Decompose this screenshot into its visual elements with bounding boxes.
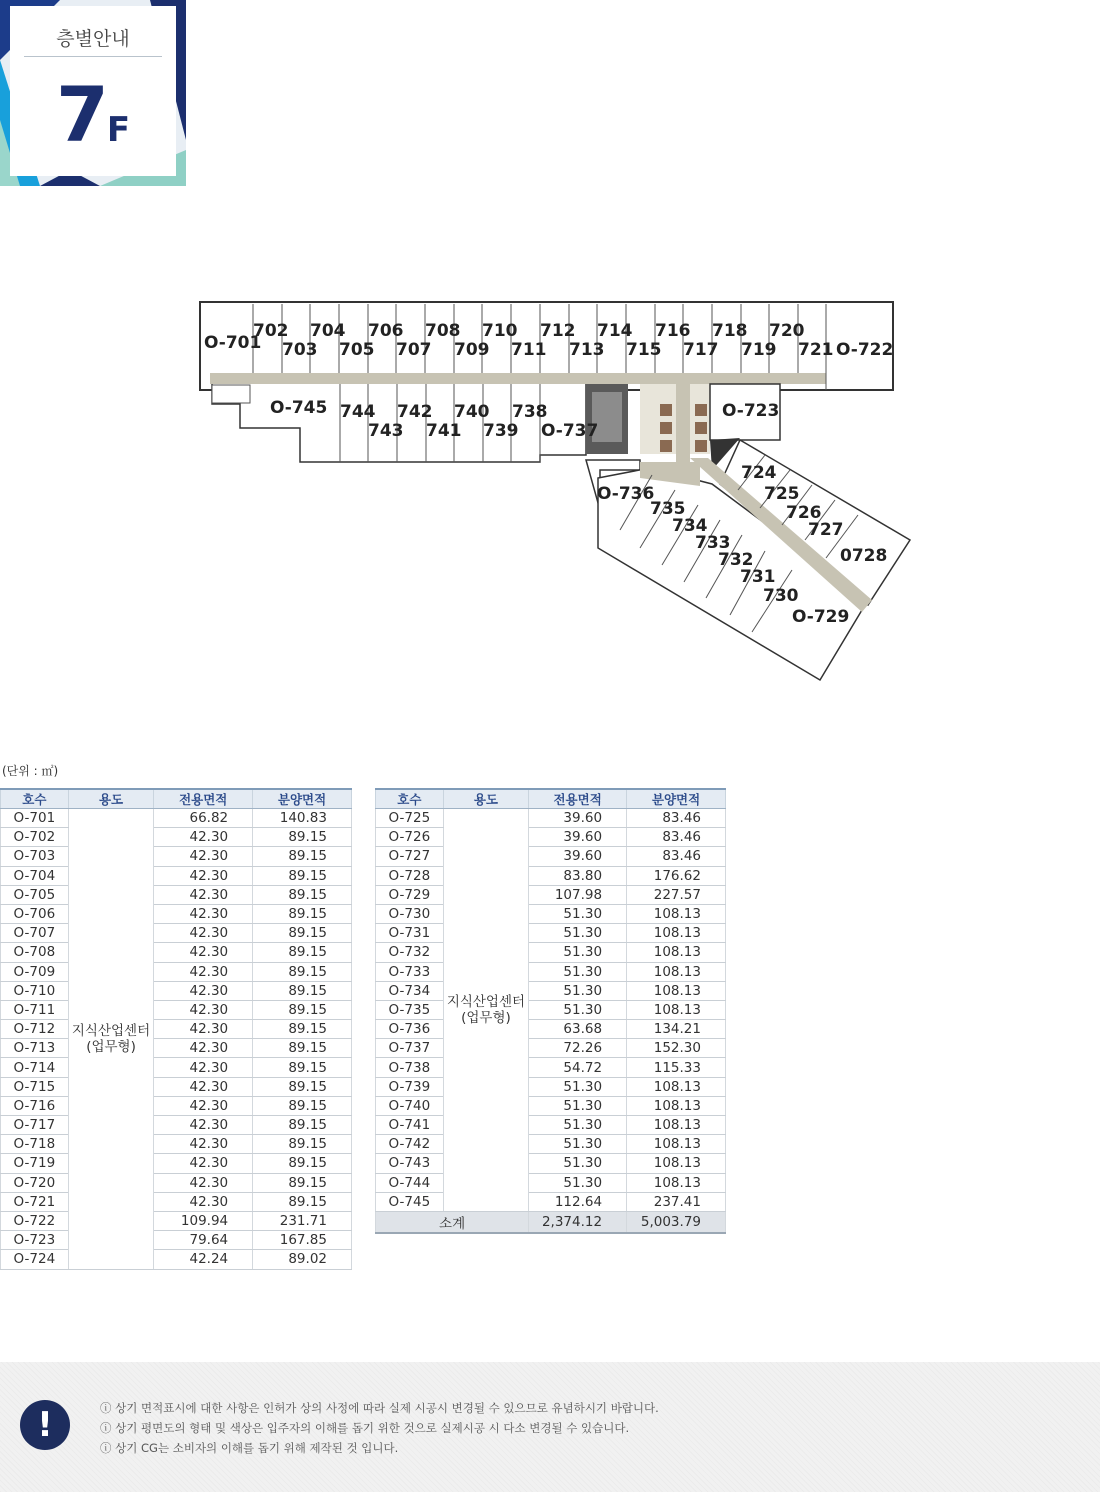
cell-sale-area: 152.30 [627,1039,726,1058]
plan-label: 715 [626,340,662,360]
cell-sale-area: 89.15 [253,847,352,866]
plan-label: O-736 [597,484,655,504]
cell-sale-area: 89.15 [253,1096,352,1115]
table-row [1,1000,352,1019]
col-header-use: 용도 [443,789,529,809]
cell-sale-area: 89.15 [253,981,352,1000]
notice-item: ⓘ 상기 CG는 소비자의 이해를 돕기 위해 제작된 것 입니다. [100,1441,399,1455]
table-row [376,1192,726,1211]
table-row [1,1077,352,1096]
plan-label: 743 [368,421,404,441]
table-row [376,866,726,885]
cell-use [443,809,529,1212]
cell-exclusive-area: 51.30 [529,962,627,981]
cell-sale-area: 237.41 [627,1192,726,1211]
plan-label: 742 [397,402,433,422]
plan-label: 714 [597,321,633,341]
table-row [1,1135,352,1154]
cell-sale-area: 108.13 [627,924,726,943]
plan-label: 734 [672,516,708,536]
plan-label: O-737 [541,421,599,441]
cell-unit: O-737 [376,1039,444,1058]
subtotal-row [376,1211,726,1233]
plan-label: 740 [454,402,490,422]
plan-label: O-745 [270,398,328,418]
table-row [1,1250,352,1269]
cell-sale-area: 108.13 [627,1154,726,1173]
cell-exclusive-area: 42.30 [154,904,253,923]
cell-unit: O-702 [1,828,69,847]
col-header-unit: 호수 [1,789,69,809]
cell-exclusive-area: 42.30 [154,1020,253,1039]
area-table-left [0,788,352,1270]
cell-unit: O-713 [1,1039,69,1058]
plan-label: 706 [368,321,404,341]
plan-label: 709 [454,340,490,360]
cell-exclusive-area: 51.30 [529,1173,627,1192]
cell-sale-area: 167.85 [253,1231,352,1250]
cell-sale-area: 89.15 [253,1077,352,1096]
table-row [1,962,352,981]
cell-exclusive-area: 42.30 [154,1135,253,1154]
cell-unit: O-743 [376,1154,444,1173]
cell-exclusive-area: 39.60 [529,828,627,847]
plan-label: 713 [569,340,605,360]
table-row [376,1135,726,1154]
subtotal-sale: 5,003.79 [627,1211,726,1233]
cell-use [68,809,154,1270]
cell-sale-area: 108.13 [627,904,726,923]
cell-unit: O-721 [1,1192,69,1211]
use-line-2: (업무형) [461,1009,511,1026]
cell-exclusive-area: 63.68 [529,1020,627,1039]
cell-exclusive-area: 109.94 [154,1211,253,1230]
table-row [1,1039,352,1058]
cell-unit: O-723 [1,1231,69,1250]
table-row [1,828,352,847]
plan-label: 730 [763,586,799,606]
cell-sale-area: 89.15 [253,1173,352,1192]
plan-label: 717 [683,340,719,360]
cell-unit: O-720 [1,1173,69,1192]
col-header-sale: 분양면적 [627,789,726,809]
cell-exclusive-area: 39.60 [529,847,627,866]
subtotal-exclusive: 2,374.12 [529,1211,627,1233]
floor-number-suffix: F [106,110,131,150]
cell-exclusive-area: 42.30 [154,1116,253,1135]
floor-plan [0,0,1100,700]
table-row [376,1116,726,1135]
cell-sale-area: 89.15 [253,1116,352,1135]
cell-exclusive-area: 51.30 [529,1116,627,1135]
plan-label: 705 [339,340,375,360]
cell-unit: O-745 [376,1192,444,1211]
table-row [376,1077,726,1096]
cell-exclusive-area: 42.30 [154,1000,253,1019]
cell-sale-area: 227.57 [627,885,726,904]
cell-unit: O-727 [376,847,444,866]
cell-exclusive-area: 51.30 [529,943,627,962]
cell-unit: O-703 [1,847,69,866]
plan-label: 724 [741,463,777,483]
cell-unit: O-722 [1,1211,69,1230]
table-row [1,809,352,828]
notice-box [0,1362,1100,1492]
cell-unit: O-701 [1,809,69,828]
cell-unit: O-740 [376,1096,444,1115]
cell-unit: O-715 [1,1077,69,1096]
alert-icon: ! [20,1400,70,1450]
plan-label: 719 [741,340,777,360]
cell-unit: O-711 [1,1000,69,1019]
col-header-sale: 분양면적 [253,789,352,809]
table-row [376,809,726,828]
unit-note: (단위 : ㎡) [2,764,59,778]
table-row [376,847,726,866]
cell-sale-area: 89.15 [253,924,352,943]
table-row [376,1173,726,1192]
table-row [376,962,726,981]
notice-list [100,1398,659,1458]
cell-unit: O-718 [1,1135,69,1154]
table-row [376,981,726,1000]
table-row [376,1000,726,1019]
plan-label: 741 [426,421,462,441]
cell-unit: O-724 [1,1250,69,1269]
cell-sale-area: 89.15 [253,962,352,981]
cell-sale-area: 231.71 [253,1211,352,1230]
table-row [1,1231,352,1250]
plan-label: 725 [764,484,800,504]
table-row [1,866,352,885]
table-row [1,1096,352,1115]
table-row [376,924,726,943]
table-row [376,1020,726,1039]
cell-unit: O-735 [376,1000,444,1019]
cell-unit: O-709 [1,962,69,981]
cell-sale-area: 176.62 [627,866,726,885]
cell-exclusive-area: 66.82 [154,809,253,828]
table-row [1,1154,352,1173]
cell-unit: O-726 [376,828,444,847]
cell-sale-area: 89.15 [253,1039,352,1058]
cell-unit: O-719 [1,1154,69,1173]
cell-unit: O-741 [376,1116,444,1135]
cell-sale-area: 108.13 [627,943,726,962]
cell-unit: O-732 [376,943,444,962]
cell-exclusive-area: 112.64 [529,1192,627,1211]
cell-sale-area: 89.15 [253,1000,352,1019]
plan-label: 702 [253,321,289,341]
cell-sale-area: 89.15 [253,943,352,962]
cell-sale-area: 108.13 [627,1096,726,1115]
table-header-row [1,789,352,809]
table-row [1,943,352,962]
cell-sale-area: 89.02 [253,1250,352,1269]
cell-exclusive-area: 42.30 [154,1077,253,1096]
plan-label: 716 [655,321,691,341]
plan-label: O-722 [836,340,894,360]
table-row [376,943,726,962]
plan-label: 704 [310,321,346,341]
plan-label: 739 [483,421,519,441]
cell-unit: O-704 [1,866,69,885]
cell-exclusive-area: 51.30 [529,1000,627,1019]
plan-label: 735 [650,499,686,519]
subtotal-label: 소계 [376,1211,529,1233]
plan-label: 738 [512,402,548,422]
cell-unit: O-742 [376,1135,444,1154]
cell-sale-area: 108.13 [627,1173,726,1192]
table-row [1,1020,352,1039]
notice-item: ⓘ 상기 면적표시에 대한 사항은 인허가 상의 사정에 따라 실제 시공시 변경될 수 있으므로 유념하시기 바랍니다. [100,1401,659,1415]
badge-title: 층별안내 [56,28,130,50]
plan-label: 732 [718,550,754,570]
cell-sale-area: 89.15 [253,1135,352,1154]
table-row [1,1116,352,1135]
cell-unit: O-710 [1,981,69,1000]
plan-label: 720 [769,321,805,341]
table-row [376,904,726,923]
cell-sale-area: 89.15 [253,866,352,885]
area-table-right [375,788,726,1234]
cell-unit: O-733 [376,962,444,981]
cell-exclusive-area: 42.30 [154,1096,253,1115]
main-corridor [210,373,826,384]
table-row [376,828,726,847]
cell-sale-area: 89.15 [253,1154,352,1173]
plan-label: 710 [482,321,518,341]
cell-unit: O-729 [376,885,444,904]
cell-exclusive-area: 39.60 [529,809,627,828]
cell-sale-area: 89.15 [253,885,352,904]
plan-label: 744 [340,402,376,422]
cell-unit: O-734 [376,981,444,1000]
table-row [1,1173,352,1192]
cell-exclusive-area: 79.64 [154,1231,253,1250]
plan-label: 733 [695,533,731,553]
table-row [1,981,352,1000]
cell-sale-area: 140.83 [253,809,352,828]
cell-sale-area: 89.15 [253,1192,352,1211]
cell-sale-area: 83.46 [627,828,726,847]
plan-label: 712 [540,321,576,341]
cell-exclusive-area: 42.30 [154,981,253,1000]
col-header-use: 용도 [68,789,154,809]
cell-exclusive-area: 51.30 [529,981,627,1000]
cell-sale-area: 108.13 [627,1135,726,1154]
cell-unit: O-708 [1,943,69,962]
plan-label: 0728 [840,546,888,566]
col-header-unit: 호수 [376,789,444,809]
cell-unit: O-744 [376,1173,444,1192]
plan-label: O-729 [792,607,850,627]
cell-exclusive-area: 42.30 [154,1173,253,1192]
plan-label: 718 [712,321,748,341]
cell-sale-area: 83.46 [627,809,726,828]
table-row [1,904,352,923]
table-row [1,1058,352,1077]
cell-exclusive-area: 42.30 [154,866,253,885]
plan-label: 726 [786,503,822,523]
cell-sale-area: 89.15 [253,1020,352,1039]
cell-exclusive-area: 42.30 [154,1154,253,1173]
use-line-1: 지식산업센터 [71,1022,151,1039]
table-header-row [376,789,726,809]
use-line-2: (업무형) [86,1038,136,1055]
floor-number-digit: 7 [55,70,107,159]
cell-exclusive-area: 42.30 [154,924,253,943]
cell-unit: O-725 [376,809,444,828]
cell-unit: O-714 [1,1058,69,1077]
cell-unit: O-705 [1,885,69,904]
table-row [1,885,352,904]
plan-label: 721 [798,340,834,360]
plan-label: 711 [511,340,547,360]
use-line-1: 지식산업센터 [446,993,526,1010]
cell-unit: O-730 [376,904,444,923]
plan-label: 731 [740,567,776,587]
cell-exclusive-area: 42.30 [154,847,253,866]
cell-unit: O-736 [376,1020,444,1039]
cell-exclusive-area: 51.30 [529,904,627,923]
table-row [376,885,726,904]
cell-sale-area: 108.13 [627,981,726,1000]
cell-exclusive-area: 51.30 [529,1135,627,1154]
plan-label: 727 [808,520,844,540]
cell-exclusive-area: 51.30 [529,1096,627,1115]
notice-item: ⓘ 상기 평면도의 형태 및 색상은 입주자의 이해를 돕기 위한 것으로 실제시공 시 다소 변경될 수 있습니다. [100,1421,630,1435]
cell-exclusive-area: 42.24 [154,1250,253,1269]
cell-sale-area: 108.13 [627,962,726,981]
cell-exclusive-area: 42.30 [154,828,253,847]
cell-unit: O-707 [1,924,69,943]
cell-exclusive-area: 51.30 [529,924,627,943]
cell-unit: O-716 [1,1096,69,1115]
table-row [376,1058,726,1077]
cell-sale-area: 108.13 [627,1116,726,1135]
plan-label: O-723 [722,401,780,421]
cell-exclusive-area: 72.26 [529,1039,627,1058]
table-row [376,1039,726,1058]
table-row [1,1192,352,1211]
table-row [1,924,352,943]
cell-unit: O-712 [1,1020,69,1039]
cell-exclusive-area: 42.30 [154,1058,253,1077]
plan-label: 708 [425,321,461,341]
col-header-exclusive: 전용면적 [529,789,627,809]
table-row [1,847,352,866]
cell-exclusive-area: 51.30 [529,1154,627,1173]
cell-exclusive-area: 42.30 [154,1192,253,1211]
plan-label: 703 [282,340,318,360]
cell-exclusive-area: 42.30 [154,1039,253,1058]
cell-unit: O-738 [376,1058,444,1077]
col-header-exclusive: 전용면적 [154,789,253,809]
cell-exclusive-area: 54.72 [529,1058,627,1077]
cell-sale-area: 134.21 [627,1020,726,1039]
cell-sale-area: 115.33 [627,1058,726,1077]
plan-label: 707 [396,340,432,360]
cell-sale-area: 89.15 [253,828,352,847]
cell-unit: O-731 [376,924,444,943]
cell-unit: O-717 [1,1116,69,1135]
cell-exclusive-area: 42.30 [154,943,253,962]
table-row [376,1154,726,1173]
cell-sale-area: 108.13 [627,1000,726,1019]
table-row [376,1096,726,1115]
cell-exclusive-area: 83.80 [529,866,627,885]
cell-sale-area: 89.15 [253,1058,352,1077]
cell-exclusive-area: 51.30 [529,1077,627,1096]
cell-unit: O-728 [376,866,444,885]
cell-sale-area: 89.15 [253,904,352,923]
cell-unit: O-739 [376,1077,444,1096]
cell-unit: O-706 [1,904,69,923]
cell-exclusive-area: 42.30 [154,962,253,981]
cell-exclusive-area: 107.98 [529,885,627,904]
plan-label: O-701 [204,333,262,353]
table-row [1,1211,352,1230]
cell-exclusive-area: 42.30 [154,885,253,904]
cell-sale-area: 108.13 [627,1077,726,1096]
cell-sale-area: 83.46 [627,847,726,866]
